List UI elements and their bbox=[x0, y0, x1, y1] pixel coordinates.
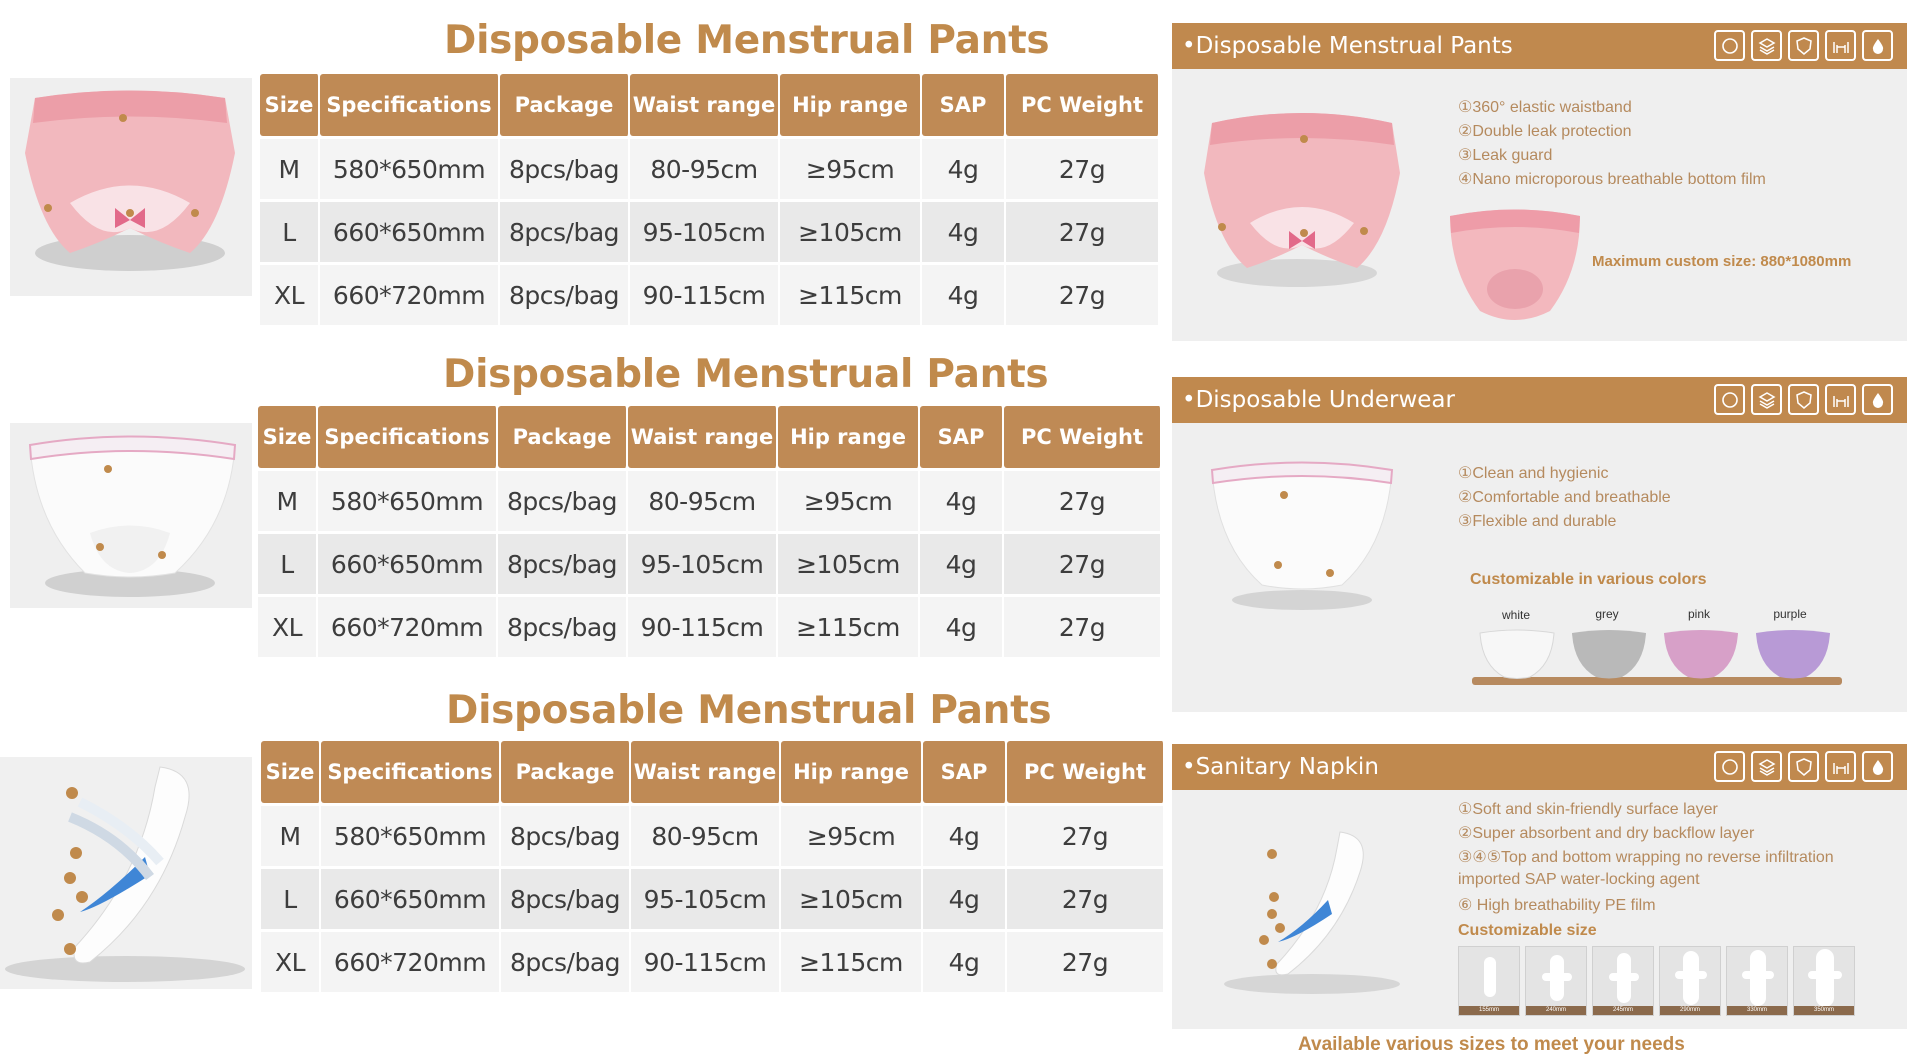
napkin-size-5 bbox=[1726, 946, 1788, 1016]
hands-icon bbox=[1825, 30, 1856, 61]
color-swatches bbox=[1472, 625, 1852, 687]
th-pc-weight: PC Weight bbox=[1007, 741, 1165, 803]
cell-package: 8pcs/bag bbox=[498, 471, 628, 531]
drop-icon bbox=[1862, 384, 1893, 415]
th-waist-range: Waist range bbox=[628, 406, 778, 468]
cell-waist: 80-95cm bbox=[630, 139, 780, 199]
card-menstrual-pants bbox=[1172, 23, 1907, 341]
cell-package: 8pcs/bag bbox=[500, 139, 630, 199]
cell-sap: 4g bbox=[923, 932, 1007, 992]
cell-weight: 27g bbox=[1007, 932, 1165, 992]
swatch-label-purple: purple bbox=[1773, 607, 1807, 621]
cell-package: 8pcs/bag bbox=[501, 869, 631, 929]
cell-hip: ≥115cm bbox=[781, 932, 923, 992]
cell-hip: ≥95cm bbox=[781, 806, 923, 866]
th-sap: SAP bbox=[923, 741, 1007, 803]
cell-waist: 80-95cm bbox=[631, 806, 781, 866]
swatch-label-pink: pink bbox=[1687, 607, 1710, 621]
th-hip-range: Hip range bbox=[780, 74, 922, 136]
spec-title-3: Disposable Menstrual Pants bbox=[446, 688, 1052, 733]
cell-sap: 4g bbox=[920, 534, 1004, 594]
feature-2: ②Super absorbent and dry backflow layer bbox=[1458, 825, 1755, 842]
size-caption: 155mm bbox=[1459, 1006, 1519, 1015]
cell-waist: 90-115cm bbox=[631, 932, 781, 992]
th-specifications: Specifications bbox=[320, 74, 500, 136]
cell-weight: 27g bbox=[1004, 534, 1162, 594]
cell-sap: 4g bbox=[922, 139, 1006, 199]
cell-sap: 4g bbox=[920, 471, 1004, 531]
cell-package: 8pcs/bag bbox=[501, 806, 631, 866]
table-row bbox=[260, 202, 1160, 262]
napkin-size-6 bbox=[1793, 946, 1855, 1016]
cell-sap: 4g bbox=[922, 265, 1006, 325]
size-caption: 245mm bbox=[1593, 1006, 1653, 1015]
table-row bbox=[258, 534, 1162, 594]
th-pc-weight: PC Weight bbox=[1006, 74, 1160, 136]
table-row bbox=[261, 806, 1165, 866]
cell-spec: 660*650mm bbox=[321, 869, 501, 929]
cell-size: M bbox=[258, 471, 318, 531]
shield-icon bbox=[1714, 30, 1745, 61]
white-briefs-card-image bbox=[1202, 455, 1402, 615]
table-row bbox=[258, 471, 1162, 531]
footer-note: Available various sizes to meet your needs bbox=[1298, 1034, 1685, 1055]
size-caption: 350mm bbox=[1794, 1006, 1854, 1015]
card-header bbox=[1172, 377, 1907, 423]
cell-package: 8pcs/bag bbox=[500, 202, 630, 262]
th-size: Size bbox=[260, 74, 320, 136]
feature-1: ①360° elastic waistband bbox=[1458, 99, 1632, 116]
th-package: Package bbox=[501, 741, 631, 803]
swatch-label-white: white bbox=[1501, 608, 1530, 622]
spec-table-3-header bbox=[261, 741, 1165, 803]
card-icon-row bbox=[1714, 384, 1893, 415]
table-row bbox=[260, 265, 1160, 325]
cell-weight: 27g bbox=[1006, 202, 1160, 262]
cell-size: XL bbox=[261, 932, 321, 992]
cell-waist: 90-115cm bbox=[628, 597, 778, 657]
pink-pants-image bbox=[10, 78, 252, 296]
layers-icon bbox=[1751, 384, 1782, 415]
cell-sap: 4g bbox=[923, 869, 1007, 929]
card-title: •Disposable Menstrual Pants bbox=[1182, 33, 1513, 59]
cell-spec: 580*650mm bbox=[320, 139, 500, 199]
cell-size: M bbox=[261, 806, 321, 866]
feature-3: ③④⑤Top and bottom wrapping no reverse infiltration bbox=[1458, 849, 1834, 866]
cell-hip: ≥115cm bbox=[780, 265, 922, 325]
feature-3-cont: imported SAP water-locking agent bbox=[1458, 871, 1700, 888]
cell-weight: 27g bbox=[1004, 597, 1162, 657]
cell-weight: 27g bbox=[1007, 806, 1165, 866]
feature-2: ②Double leak protection bbox=[1458, 123, 1632, 140]
th-hip-range: Hip range bbox=[781, 741, 923, 803]
spec-table-2-header bbox=[258, 406, 1162, 468]
th-package: Package bbox=[498, 406, 628, 468]
cell-hip: ≥95cm bbox=[780, 139, 922, 199]
cell-size: M bbox=[260, 139, 320, 199]
size-caption: 330mm bbox=[1727, 1006, 1787, 1015]
shield-icon bbox=[1714, 384, 1745, 415]
drop-icon bbox=[1862, 30, 1893, 61]
th-specifications: Specifications bbox=[318, 406, 498, 468]
feature-2: ②Comfortable and breathable bbox=[1458, 489, 1671, 506]
max-custom-size: Maximum custom size: 880*1080mm bbox=[1592, 253, 1852, 270]
spec-table-1-header bbox=[260, 74, 1160, 136]
napkin-layers-image bbox=[0, 757, 252, 989]
card-title: •Disposable Underwear bbox=[1182, 387, 1455, 413]
table-row bbox=[258, 597, 1162, 657]
custom-colors-label: Customizable in various colors bbox=[1470, 571, 1707, 588]
cell-spec: 580*650mm bbox=[318, 471, 498, 531]
cell-weight: 27g bbox=[1007, 869, 1165, 929]
table-row bbox=[261, 869, 1165, 929]
cell-spec: 660*720mm bbox=[318, 597, 498, 657]
cell-spec: 660*720mm bbox=[321, 932, 501, 992]
cell-package: 8pcs/bag bbox=[500, 265, 630, 325]
cell-waist: 80-95cm bbox=[628, 471, 778, 531]
white-briefs-image bbox=[10, 423, 252, 608]
card-sanitary-napkin bbox=[1172, 744, 1907, 1029]
drop-icon bbox=[1862, 751, 1893, 782]
cell-spec: 660*650mm bbox=[320, 202, 500, 262]
cell-waist: 90-115cm bbox=[630, 265, 780, 325]
hands-icon bbox=[1825, 751, 1856, 782]
cell-sap: 4g bbox=[922, 202, 1006, 262]
cell-waist: 95-105cm bbox=[630, 202, 780, 262]
cell-spec: 660*720mm bbox=[320, 265, 500, 325]
shield-icon bbox=[1714, 751, 1745, 782]
cell-size: XL bbox=[260, 265, 320, 325]
cell-package: 8pcs/bag bbox=[498, 597, 628, 657]
th-sap: SAP bbox=[920, 406, 1004, 468]
pink-pants-alt-image bbox=[1440, 201, 1590, 331]
cell-hip: ≥105cm bbox=[781, 869, 923, 929]
th-waist-range: Waist range bbox=[630, 74, 780, 136]
card-disposable-underwear bbox=[1172, 377, 1907, 712]
badge-icon bbox=[1788, 384, 1819, 415]
card-header bbox=[1172, 23, 1907, 69]
feature-1: ①Clean and hygienic bbox=[1458, 465, 1609, 482]
feature-1: ①Soft and skin-friendly surface layer bbox=[1458, 801, 1718, 818]
table-row bbox=[261, 932, 1165, 992]
th-pc-weight: PC Weight bbox=[1004, 406, 1162, 468]
card-icon-row bbox=[1714, 30, 1893, 61]
custom-size-label: Customizable size bbox=[1458, 922, 1597, 939]
size-caption: 290mm bbox=[1660, 1006, 1720, 1015]
cell-sap: 4g bbox=[920, 597, 1004, 657]
feature-4: ④Nano microporous breathable bottom film bbox=[1458, 171, 1766, 188]
cell-waist: 95-105cm bbox=[631, 869, 781, 929]
th-sap: SAP bbox=[922, 74, 1006, 136]
feature-3: ③Leak guard bbox=[1458, 147, 1553, 164]
hands-icon bbox=[1825, 384, 1856, 415]
cell-weight: 27g bbox=[1004, 471, 1162, 531]
size-caption: 240mm bbox=[1526, 1006, 1586, 1015]
badge-icon bbox=[1788, 751, 1819, 782]
table-row bbox=[260, 139, 1160, 199]
th-size: Size bbox=[261, 741, 321, 803]
feature-3: ③Flexible and durable bbox=[1458, 513, 1617, 530]
th-specifications: Specifications bbox=[321, 741, 501, 803]
cell-size: L bbox=[260, 202, 320, 262]
cell-hip: ≥95cm bbox=[778, 471, 920, 531]
napkin-size-4 bbox=[1659, 946, 1721, 1016]
napkin-size-2 bbox=[1525, 946, 1587, 1016]
swatch-label-grey: grey bbox=[1595, 607, 1619, 621]
spec-title-1: Disposable Menstrual Pants bbox=[444, 18, 1050, 63]
napkin-size-1 bbox=[1458, 946, 1520, 1016]
th-hip-range: Hip range bbox=[778, 406, 920, 468]
cell-size: L bbox=[261, 869, 321, 929]
cell-weight: 27g bbox=[1006, 265, 1160, 325]
feature-4: ⑥ High breathability PE film bbox=[1458, 897, 1656, 914]
napkin-size-3 bbox=[1592, 946, 1654, 1016]
cell-hip: ≥105cm bbox=[780, 202, 922, 262]
cell-sap: 4g bbox=[923, 806, 1007, 866]
cell-hip: ≥115cm bbox=[778, 597, 920, 657]
pink-pants-card-image bbox=[1192, 83, 1412, 298]
cell-waist: 95-105cm bbox=[628, 534, 778, 594]
layers-icon bbox=[1751, 751, 1782, 782]
th-waist-range: Waist range bbox=[631, 741, 781, 803]
spec-title-2: Disposable Menstrual Pants bbox=[443, 352, 1049, 397]
cell-size: L bbox=[258, 534, 318, 594]
cell-package: 8pcs/bag bbox=[501, 932, 631, 992]
th-package: Package bbox=[500, 74, 630, 136]
cell-hip: ≥105cm bbox=[778, 534, 920, 594]
th-size: Size bbox=[258, 406, 318, 468]
cell-size: XL bbox=[258, 597, 318, 657]
card-header bbox=[1172, 744, 1907, 790]
card-icon-row bbox=[1714, 751, 1893, 782]
napkin-card-image bbox=[1222, 824, 1402, 999]
cell-package: 8pcs/bag bbox=[498, 534, 628, 594]
card-title: •Sanitary Napkin bbox=[1182, 754, 1379, 780]
cell-spec: 660*650mm bbox=[318, 534, 498, 594]
cell-weight: 27g bbox=[1006, 139, 1160, 199]
cell-spec: 580*650mm bbox=[321, 806, 501, 866]
badge-icon bbox=[1788, 30, 1819, 61]
layers-icon bbox=[1751, 30, 1782, 61]
